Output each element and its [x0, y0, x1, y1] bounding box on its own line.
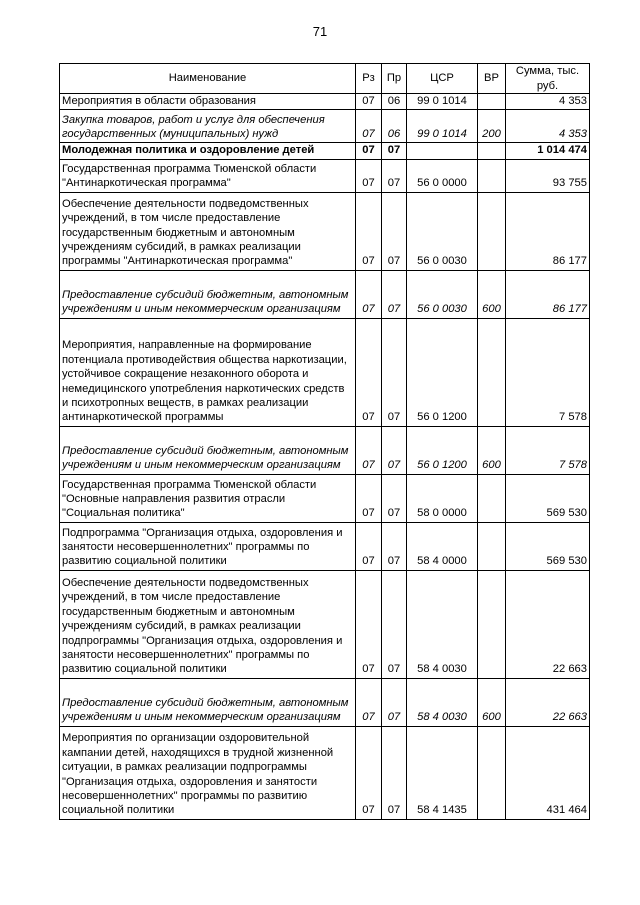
cell-csr: 56 0 0030 [407, 192, 478, 270]
cell-csr: 58 4 1435 [407, 726, 478, 819]
cell-pr: 07 [382, 570, 407, 678]
cell-rz: 07 [356, 159, 382, 192]
cell-rz: 07 [356, 474, 382, 522]
cell-name: Молодежная политика и оздоровление детей [60, 143, 356, 159]
table-row [60, 426, 590, 474]
cell-name: Государственная программа Тюменской области "Основные направления развития отрасли "Социальная политика" [60, 474, 356, 522]
cell-pr: 07 [382, 143, 407, 159]
cell-rz: 07 [356, 110, 382, 143]
cell-name: Предоставление субсидий бюджетным, автономным учреждениям и иным некоммерческим организациям [60, 426, 356, 474]
cell-name: Мероприятия, направленные на формирование потенциала противодействия общества наркотизации, устойчивое сокращение незаконного оборота и немедицинского употребления наркотических средств и психотропных веществ, в рамках реализации антинаркотической программы [60, 318, 356, 426]
cell-pr: 06 [382, 94, 407, 110]
cell-sum: 1 014 474 [506, 143, 590, 159]
cell-sum: 7 578 [506, 318, 590, 426]
header-pr: Пр [382, 64, 407, 94]
table-row [60, 678, 590, 726]
cell-pr: 07 [382, 159, 407, 192]
cell-pr: 07 [382, 726, 407, 819]
header-vr: ВР [478, 64, 506, 94]
cell-vr [478, 143, 506, 159]
cell-vr [478, 726, 506, 819]
table-row [60, 270, 590, 318]
cell-sum: 86 177 [506, 270, 590, 318]
cell-vr: 600 [478, 678, 506, 726]
cell-name: Мероприятия по организации оздоровительной кампании детей, находящихся в трудной жизненной ситуации, в рамках реализации подпрограммы "Организация отдыха, оздоровления и занятости несовершеннолетних" программы по развитию социальной политики [60, 726, 356, 819]
table-row [60, 159, 590, 192]
table-row [60, 474, 590, 522]
table-row [60, 192, 590, 270]
cell-name: Предоставление субсидий бюджетным, автономным учреждениям и иным некоммерческим организациям [60, 678, 356, 726]
table-row [60, 318, 590, 426]
cell-rz: 07 [356, 192, 382, 270]
cell-csr: 58 0 0000 [407, 474, 478, 522]
cell-rz: 07 [356, 522, 382, 570]
table-body [60, 94, 590, 820]
cell-sum: 86 177 [506, 192, 590, 270]
cell-name: Обеспечение деятельности подведомственных учреждений, в том числе предоставление государственным бюджетным и автономным учреждениям субсидий, в рамках реализации программы "Антинаркотическая программа" [60, 192, 356, 270]
table-header-row [60, 64, 590, 94]
table-row [60, 94, 590, 110]
cell-rz: 07 [356, 143, 382, 159]
table-row [60, 570, 590, 678]
cell-sum: 569 530 [506, 522, 590, 570]
cell-rz: 07 [356, 426, 382, 474]
cell-name: Предоставление субсидий бюджетным, автономным учреждениям и иным некоммерческим организациям [60, 270, 356, 318]
cell-pr: 07 [382, 678, 407, 726]
cell-pr: 07 [382, 192, 407, 270]
cell-vr: 200 [478, 110, 506, 143]
cell-pr: 07 [382, 318, 407, 426]
cell-rz: 07 [356, 270, 382, 318]
cell-pr: 07 [382, 522, 407, 570]
cell-pr: 07 [382, 426, 407, 474]
cell-vr: 600 [478, 270, 506, 318]
cell-rz: 07 [356, 94, 382, 110]
cell-vr [478, 570, 506, 678]
cell-sum: 4 353 [506, 110, 590, 143]
table-row [60, 522, 590, 570]
cell-pr: 06 [382, 110, 407, 143]
cell-sum: 22 663 [506, 570, 590, 678]
cell-csr: 99 0 1014 [407, 94, 478, 110]
cell-name: Государственная программа Тюменской области "Антинаркотическая программа" [60, 159, 356, 192]
table-row [60, 110, 590, 143]
header-name: Наименование [60, 64, 356, 94]
cell-rz: 07 [356, 570, 382, 678]
page-number: 71 [312, 24, 328, 39]
cell-vr [478, 94, 506, 110]
cell-sum: 22 663 [506, 678, 590, 726]
cell-sum: 4 353 [506, 94, 590, 110]
budget-table [59, 63, 590, 820]
cell-vr [478, 522, 506, 570]
cell-vr [478, 159, 506, 192]
cell-sum: 431 464 [506, 726, 590, 819]
cell-sum: 7 578 [506, 426, 590, 474]
cell-pr: 07 [382, 474, 407, 522]
cell-csr: 99 0 1014 [407, 110, 478, 143]
table-row [60, 143, 590, 159]
cell-csr: 56 0 0000 [407, 159, 478, 192]
header-rz: Рз [356, 64, 382, 94]
cell-name: Обеспечение деятельности подведомственных учреждений, в том числе предоставление государственным бюджетным и автономным учреждениям субсидий, в рамках реализации подпрограммы "Организация отдыха, оздоровления и занятости несовершеннолетних" программы по развитию социальной политики [60, 570, 356, 678]
cell-vr [478, 474, 506, 522]
cell-name: Закупка товаров, работ и услуг для обеспечения государственных (муниципальных) нужд [60, 110, 356, 143]
cell-csr: 58 4 0030 [407, 570, 478, 678]
cell-csr [407, 143, 478, 159]
cell-csr: 58 4 0030 [407, 678, 478, 726]
cell-rz: 07 [356, 678, 382, 726]
cell-csr: 56 0 1200 [407, 318, 478, 426]
cell-name: Подпрограмма "Организация отдыха, оздоровления и занятости несовершеннолетних" программы по развитию социальной политики [60, 522, 356, 570]
cell-rz: 07 [356, 318, 382, 426]
cell-vr [478, 192, 506, 270]
cell-vr: 600 [478, 426, 506, 474]
table-row [60, 726, 590, 819]
cell-vr [478, 318, 506, 426]
cell-csr: 58 4 0000 [407, 522, 478, 570]
cell-pr: 07 [382, 270, 407, 318]
cell-sum: 93 755 [506, 159, 590, 192]
cell-name: Мероприятия в области образования [60, 94, 356, 110]
cell-csr: 56 0 1200 [407, 426, 478, 474]
header-sum: Сумма, тыс. руб. [506, 64, 590, 94]
cell-sum: 569 530 [506, 474, 590, 522]
cell-csr: 56 0 0030 [407, 270, 478, 318]
header-csr: ЦСР [407, 64, 478, 94]
cell-rz: 07 [356, 726, 382, 819]
